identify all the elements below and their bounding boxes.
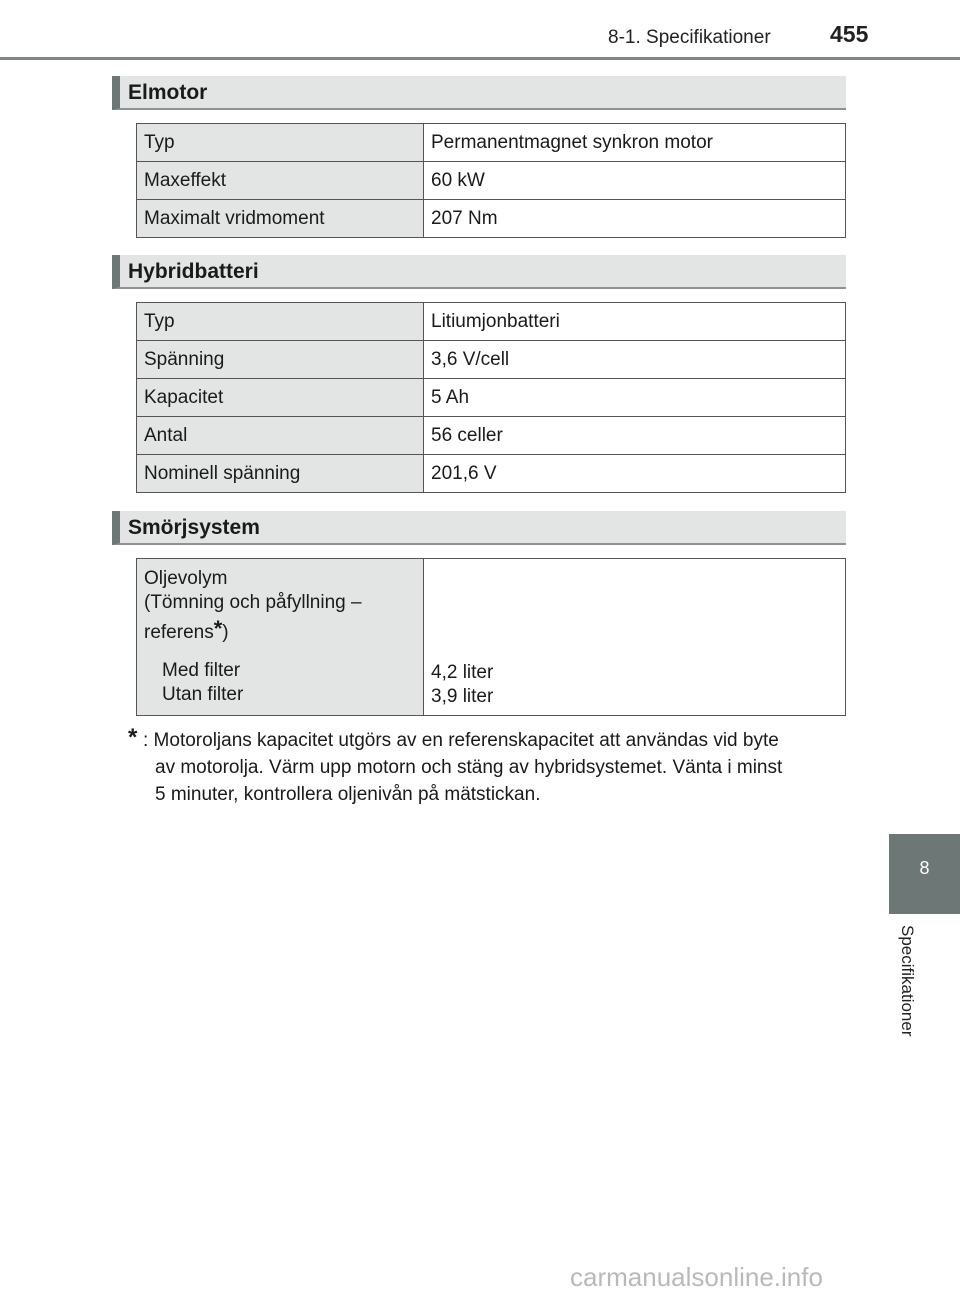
without-filter-label: Utan filter [162,684,244,705]
oil-volume-reference [144,616,416,645]
footnote-line-3: 5 minuter, kontrollera oljenivån på mätstickan. [155,784,541,805]
oil-volume-label-cell [137,559,424,716]
row-value: 201,6 V [424,455,846,493]
table-row [137,200,846,238]
chapter-label [893,925,923,1060]
row-value: 5 Ah [424,379,846,417]
table-row [137,455,846,493]
smorjsystem-table [136,558,846,716]
row-label: Spänning [137,341,424,379]
section-heading-text: Elmotor [128,81,208,104]
with-filter-value: 4,2 liter [431,662,494,683]
row-label: Maxeffekt [137,162,424,200]
chapter-tab [889,834,960,914]
page-number: 455 [830,21,869,47]
table-row [137,379,846,417]
chapter-number: 8 [919,858,930,878]
row-label: Maximalt vridmoment [137,200,424,238]
table-row [137,162,846,200]
table-row [137,124,846,162]
oil-volume-title: Oljevolym [144,568,228,589]
footnote [128,724,848,808]
section-heading-hybridbatteri [112,255,846,289]
row-value: 60 kW [424,162,846,200]
with-filter-label: Med filter [162,660,241,681]
row-label: Typ [137,303,424,341]
footnote-line-1: : Motoroljans kapacitet utgörs av en referenskapacitet att användas vid byte [143,730,779,751]
row-value: 56 celler [424,417,846,455]
section-heading-text: Hybridbatteri [128,260,259,283]
closing-paren: ) [222,622,229,643]
chapter-label-text: Specifikationer [898,925,917,1037]
table-row [137,417,846,455]
section-heading-smorjsystem [112,511,846,545]
table-row [137,341,846,379]
row-value: 207 Nm [424,200,846,238]
row-value: Permanentmagnet synkron motor [424,124,846,162]
row-value: Litiumjonbatteri [424,303,846,341]
section-title: 8-1. Specifikationer [608,27,771,48]
footnote-line-2: av motorolja. Värm upp motorn och stäng av hybridsystemet. Vänta i minst [155,757,783,778]
table-row [137,303,846,341]
elmotor-table [136,123,846,238]
oil-volume-subtitle: (Tömning och påfyllning – [144,592,362,613]
watermark: carmanualsonline.info [570,1262,823,1292]
row-label: Antal [137,417,424,455]
row-label: Kapacitet [137,379,424,417]
footnote-mark: * [128,724,138,751]
table-row [137,559,846,716]
row-label: Nominell spänning [137,455,424,493]
header-divider [0,57,960,60]
reference-text: referens [144,622,214,643]
oil-volume-value-cell [424,559,846,716]
section-heading-text: Smörjsystem [128,516,260,539]
row-label: Typ [137,124,424,162]
row-value: 3,6 V/cell [424,341,846,379]
footnote-mark: * [213,616,223,641]
section-heading-elmotor [112,76,846,110]
hybridbatteri-table [136,302,846,493]
without-filter-value: 3,9 liter [431,686,494,707]
